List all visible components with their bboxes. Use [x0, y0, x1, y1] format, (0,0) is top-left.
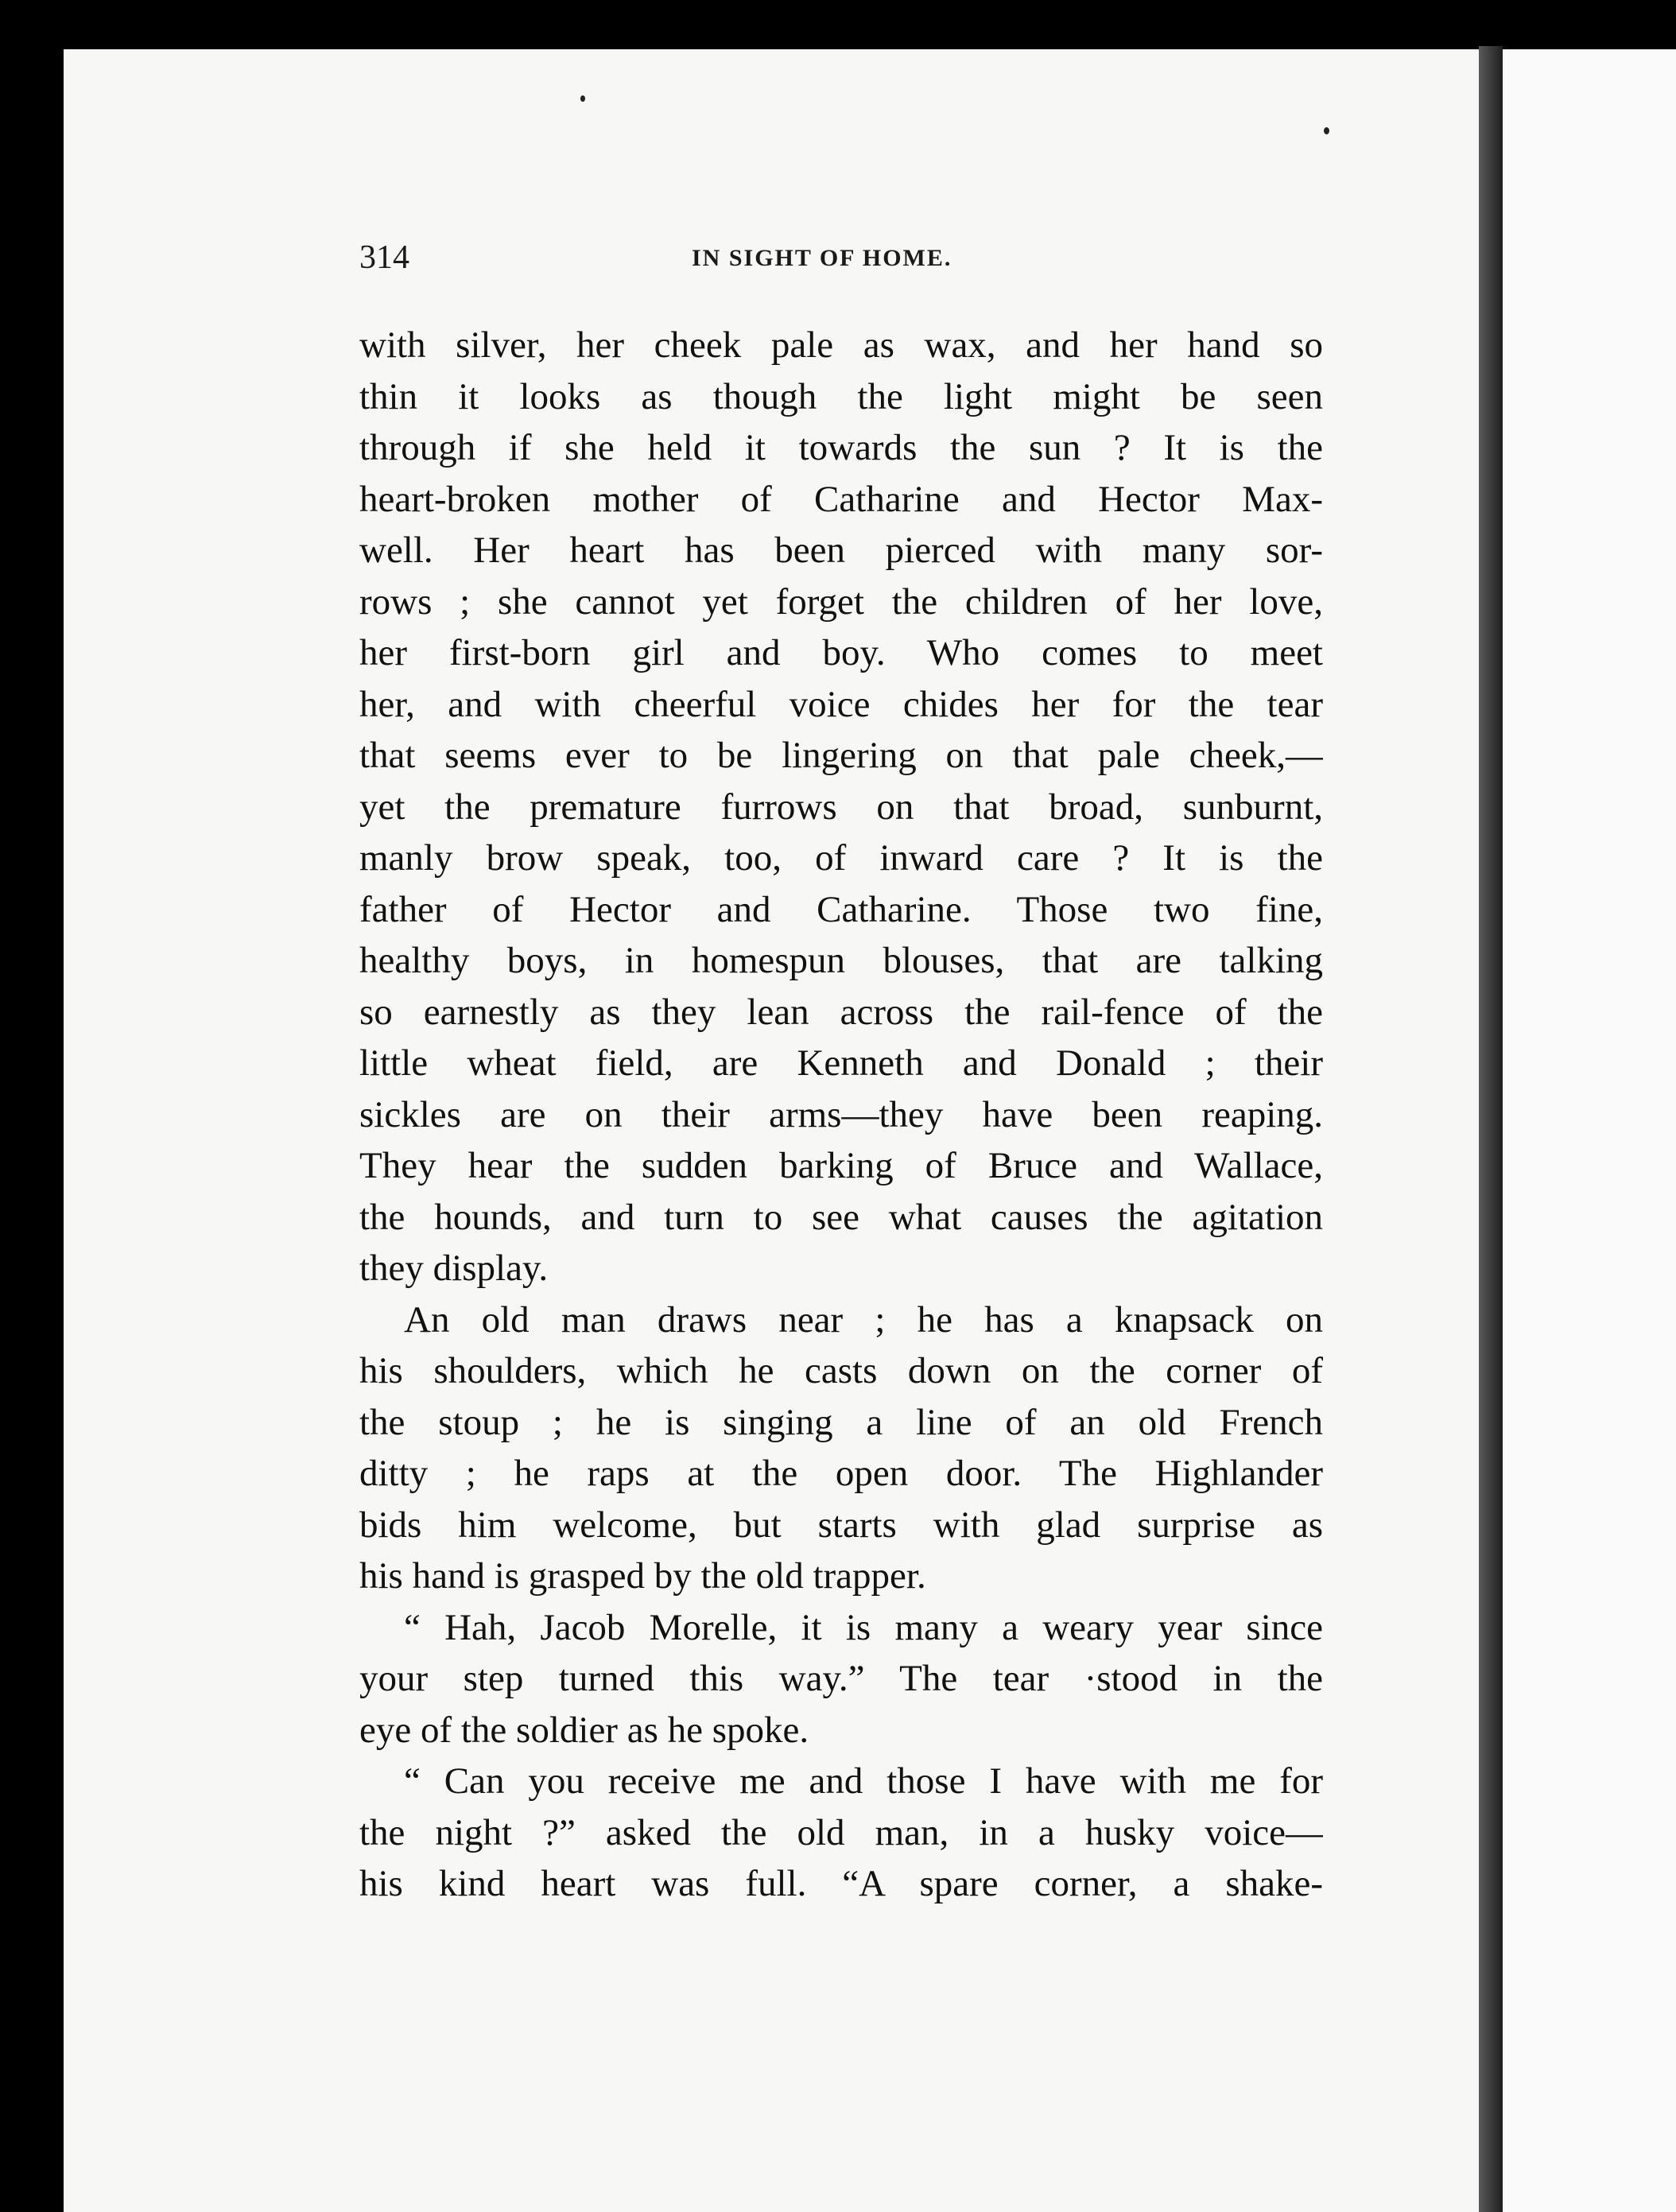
text-line: rows ; she cannot yet forget the children of her love,: [359, 580, 1323, 623]
text-line: your step turned this way.” The tear ·stood in the: [359, 1658, 1323, 1699]
body-text: [359, 320, 1323, 1910]
running-head: IN SIGHT OF HOME.: [692, 245, 952, 271]
text-line: through if she held it towards the sun ? It is the: [359, 427, 1323, 468]
facing-page-edge: [1503, 49, 1676, 2212]
text-line: healthy boys, in homespun blouses, that are talking: [359, 940, 1323, 981]
text-line: her, and with cheerful voice chides her for the tear: [359, 683, 1323, 725]
scan-speck: [580, 95, 585, 102]
text-line: heart-broken mother of Catharine and Hector Max-: [359, 478, 1323, 520]
text-line: eye of the soldier as he spoke.: [359, 1709, 809, 1751]
text-line: “ Can you receive me and those I have with me for: [404, 1760, 1323, 1802]
text-line: with silver, her cheek pale as wax, and her hand so: [359, 324, 1323, 366]
text-line: thin it looks as though the light might be seen: [359, 375, 1323, 417]
text-line: little wheat field, are Kenneth and Donald ; their: [359, 1042, 1323, 1084]
text-line: they display.: [359, 1248, 549, 1289]
text-line: her first-born girl and boy. Who comes to meet: [359, 632, 1323, 673]
text-line: the hounds, and turn to see what causes the agitation: [359, 1196, 1323, 1238]
text-line: bids him welcome, but starts with glad surprise as: [359, 1504, 1323, 1546]
scan-speck: [1324, 127, 1329, 134]
text-line: well. Her heart has been pierced with many sor-: [359, 530, 1323, 571]
text-line: manly brow speak, too, of inward care ? It is the: [359, 837, 1323, 879]
text-line: ditty ; he raps at the open door. The Highlander: [359, 1453, 1323, 1494]
text-line: yet the premature furrows on that broad, sunburnt,: [359, 786, 1323, 828]
text-line: sickles are on their arms—they have been reaping.: [359, 1093, 1323, 1135]
text-line: They hear the sudden barking of Bruce and Wallace,: [359, 1145, 1323, 1186]
text-line: “ Hah, Jacob Morelle, it is many a weary year since: [404, 1606, 1323, 1648]
text-line: father of Hector and Catharine. Those two fine,: [359, 888, 1323, 930]
book-spine-shadow: [1479, 46, 1503, 2212]
page-number: 314: [359, 239, 409, 276]
page-header: [359, 239, 1323, 286]
text-line: the night ?” asked the old man, in a husky voice—: [359, 1811, 1323, 1853]
text-line: his shoulders, which he casts down on the corner of: [359, 1350, 1323, 1391]
text-line: that seems ever to be lingering on that pale cheek,—: [359, 735, 1323, 776]
text-line: the stoup ; he is singing a line of an old French: [359, 1401, 1323, 1443]
text-line: his kind heart was full. “A spare corner, a shake-: [359, 1863, 1323, 1904]
text-line: his hand is grasped by the old trapper.: [359, 1555, 926, 1597]
text-line: so earnestly as they lean across the rail-fence of the: [359, 991, 1323, 1033]
text-line: An old man draws near ; he has a knapsack on: [404, 1298, 1323, 1341]
